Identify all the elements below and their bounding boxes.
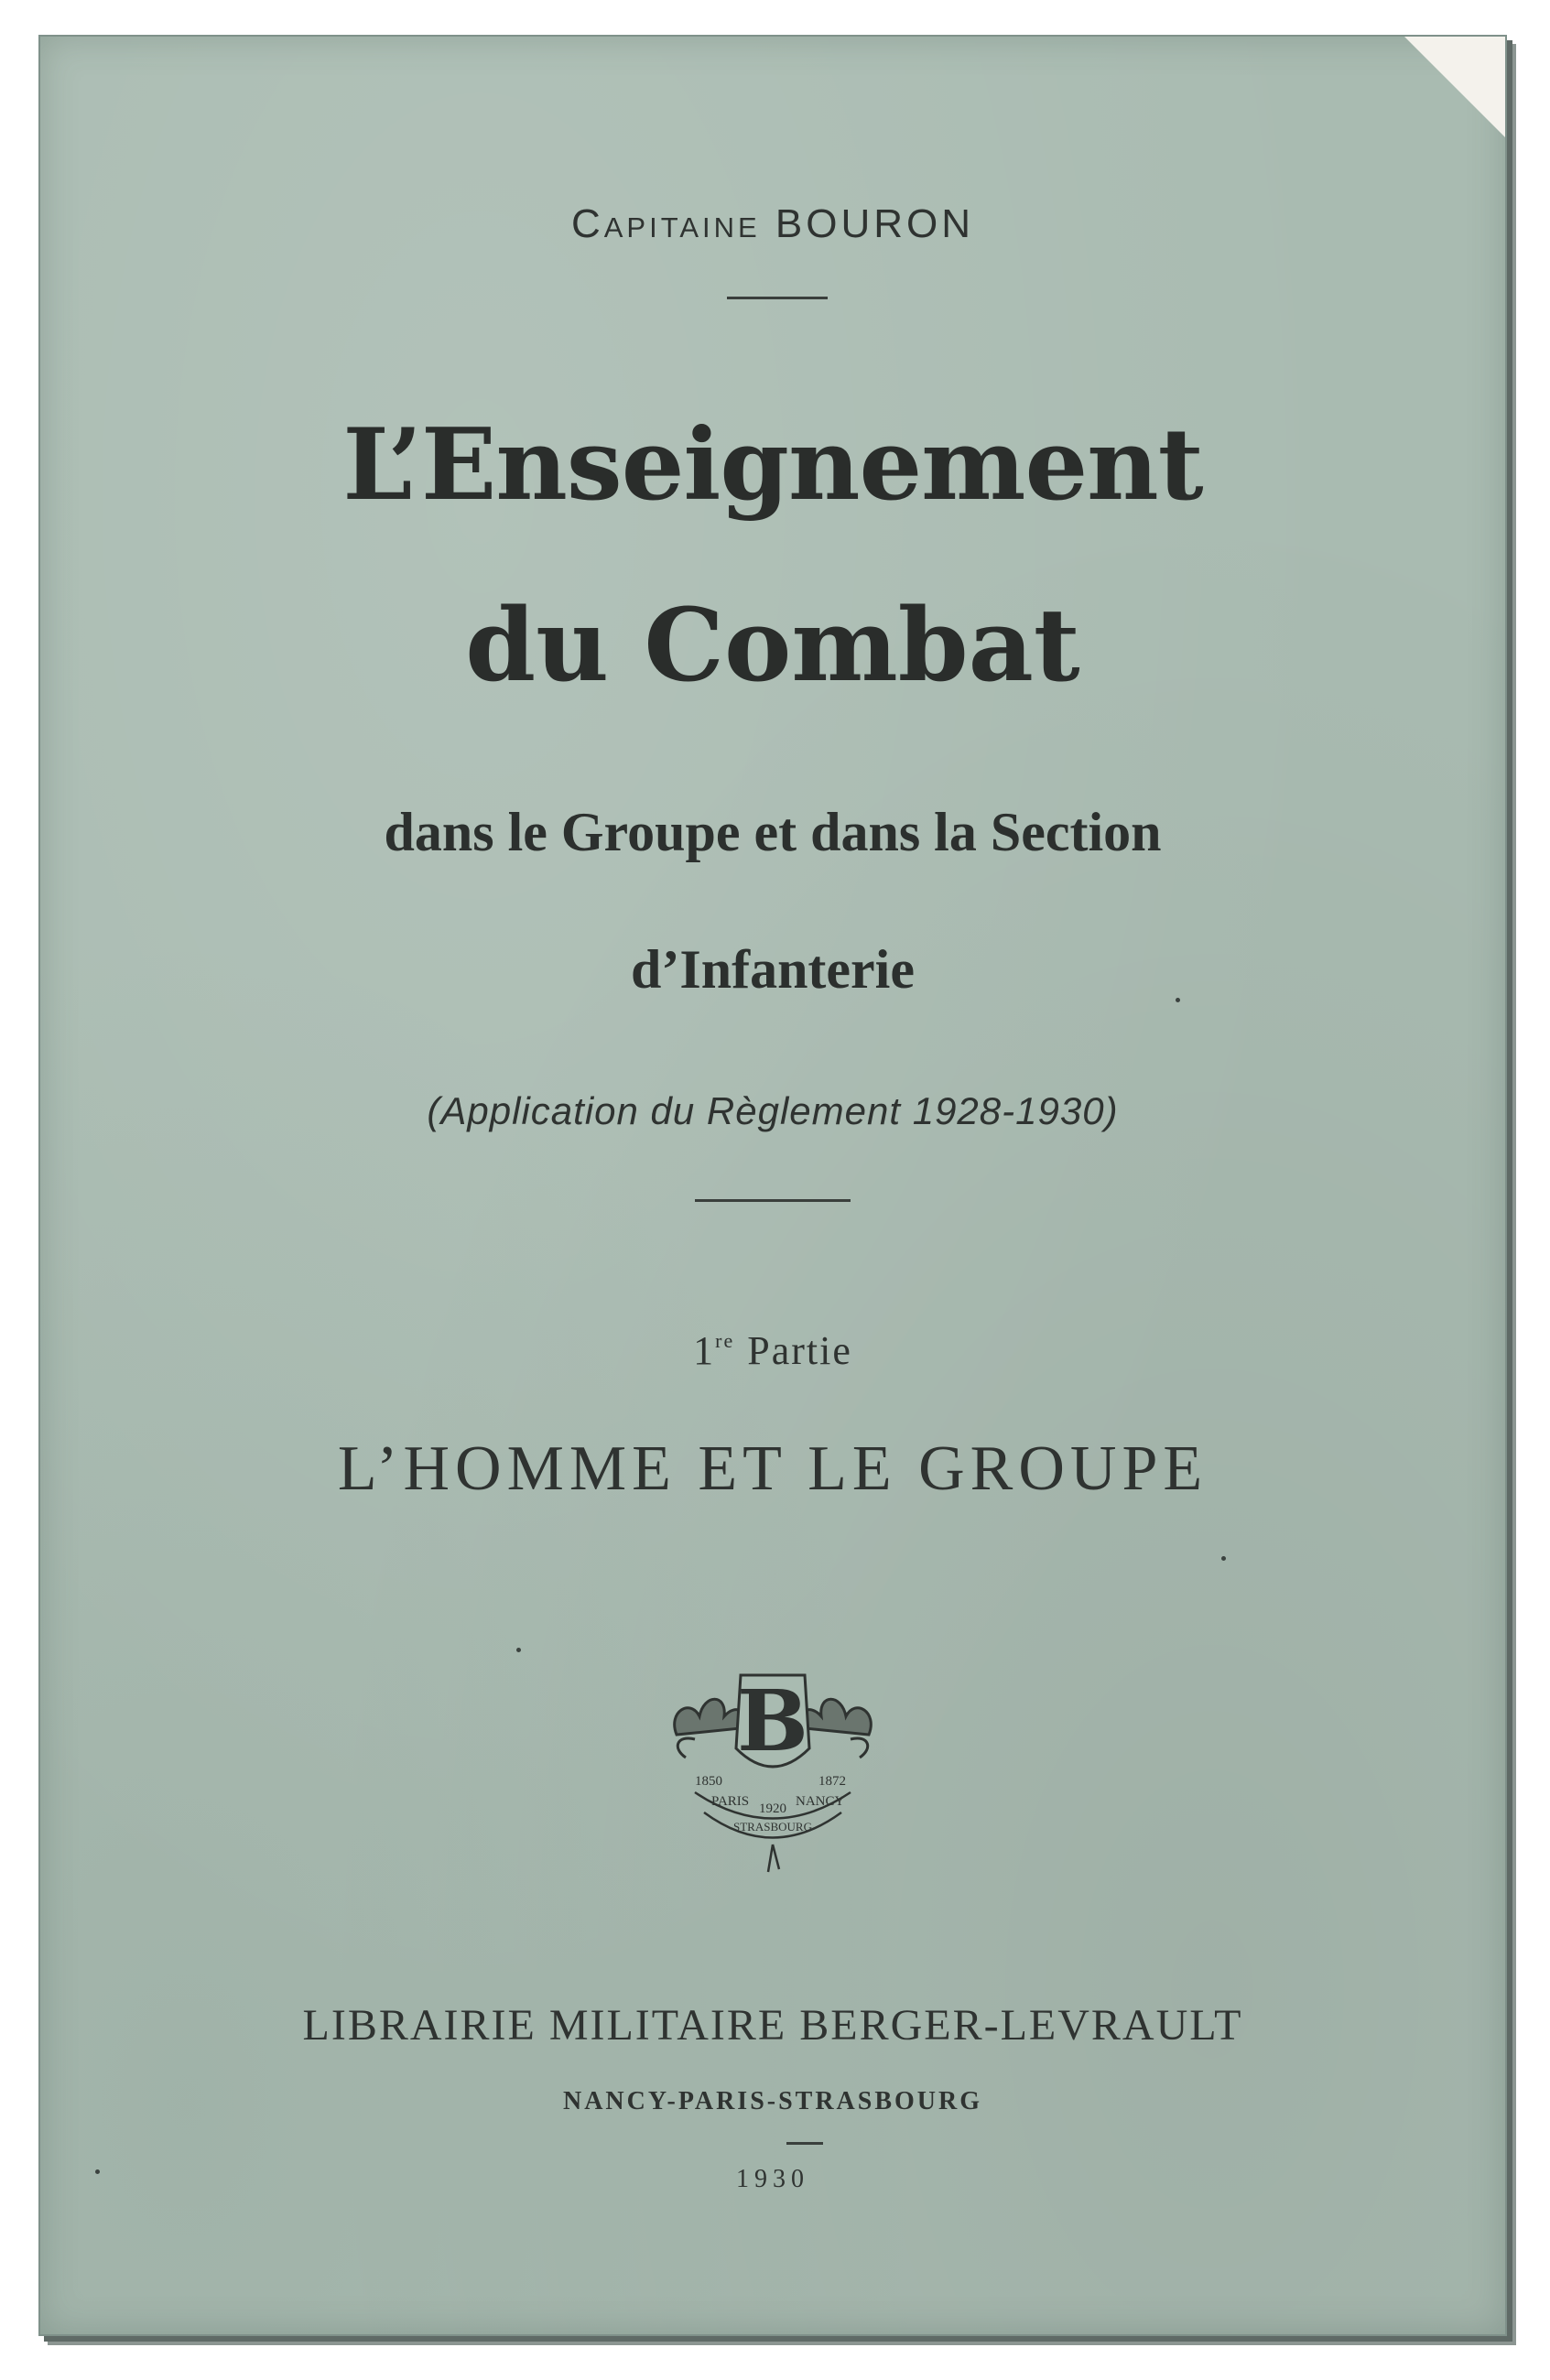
divider-bottom xyxy=(786,2142,823,2145)
emblem-year-center: 1920 xyxy=(759,1801,786,1816)
publication-year: 1930 xyxy=(736,2165,809,2193)
monogram-letter: B xyxy=(737,1671,808,1770)
publisher-name: LIBRAIRIE MILITAIRE BERGER-LEVRAULT xyxy=(302,2001,1243,2050)
book-cover xyxy=(38,35,1507,2336)
part-word: Partie xyxy=(747,1328,852,1373)
part-number: 1 xyxy=(693,1328,716,1373)
subtitle-line-1: dans le Groupe et dans la Section xyxy=(384,802,1162,862)
divider-top xyxy=(727,297,828,299)
subtitle-line-2: d’Infanterie xyxy=(631,939,915,1000)
title-line-1: L’Enseignement xyxy=(342,407,1203,523)
emblem-year-right: 1872 xyxy=(818,1774,846,1789)
emblem-city-bottom: STRASBOURG xyxy=(733,1820,812,1834)
emblem-year-left: 1850 xyxy=(695,1774,722,1789)
author-name: Capitaine BOURON xyxy=(570,201,975,246)
application-note: (Application du Règlement 1928-1930) xyxy=(427,1089,1119,1132)
emblem-city-left: PARIS xyxy=(711,1794,750,1809)
publisher-cities: NANCY-PARIS-STRASBOURG xyxy=(562,2087,983,2115)
part-label xyxy=(40,1327,1505,1374)
emblem-city-right: NANCY xyxy=(796,1794,845,1809)
folded-corner xyxy=(1404,37,1505,137)
divider-middle xyxy=(695,1199,851,1202)
publisher-monogram-icon xyxy=(658,1648,887,1877)
paper-speck xyxy=(1176,998,1180,1002)
paper-speck xyxy=(95,2169,100,2174)
title-line-2: du Combat xyxy=(465,586,1080,704)
paper-speck xyxy=(1221,1556,1226,1561)
part-superscript: re xyxy=(715,1329,735,1352)
part-title: L’HOMME ET LE GROUPE xyxy=(337,1433,1209,1504)
paper-speck xyxy=(516,1648,521,1652)
